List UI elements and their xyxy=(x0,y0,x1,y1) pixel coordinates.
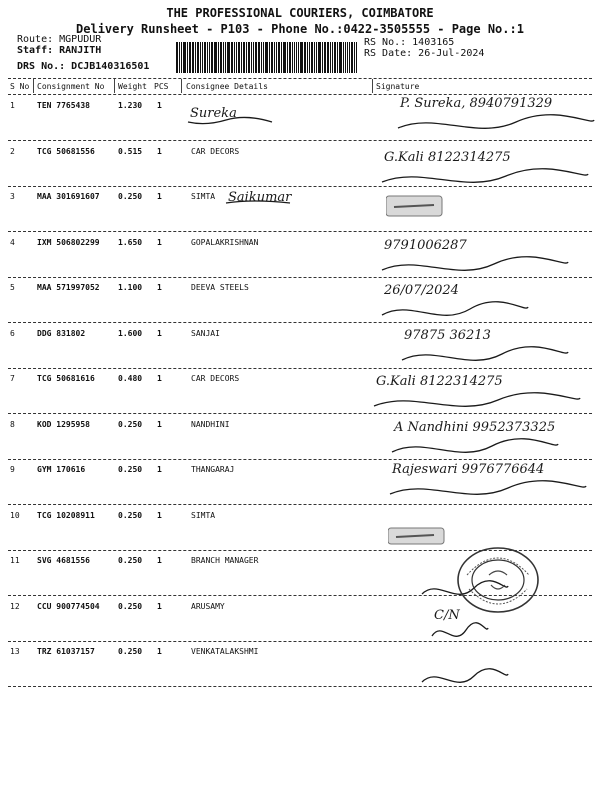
col-header-sno: S No xyxy=(10,82,30,91)
row-consignment-no: KOD 1295958 xyxy=(37,420,90,429)
row-consignee: BRANCH MANAGER xyxy=(191,556,259,565)
signature-text: G.Kali 8122314275 xyxy=(376,374,503,389)
drs-number: DRS No.: DCJB140316501 xyxy=(17,61,150,72)
barcode-bar xyxy=(298,42,299,73)
rubber-stamp xyxy=(388,526,448,552)
barcode-bar xyxy=(318,42,321,73)
signature-text: A Nandhini 9952373325 xyxy=(394,420,556,435)
barcode-bar xyxy=(255,42,257,73)
row-consignee: CAR DECORS xyxy=(191,374,240,383)
barcode-bar xyxy=(345,42,346,73)
barcode-bar xyxy=(347,42,349,73)
signature xyxy=(372,374,582,418)
header-bottom-rule xyxy=(8,94,592,95)
barcode-bar xyxy=(337,42,338,73)
row-weight: 0.515 xyxy=(118,147,143,156)
staff-label: Staff: RANJITH xyxy=(17,45,102,56)
row-sno: 7 xyxy=(10,374,15,383)
consignee-handwriting-text: Saikumar xyxy=(228,190,292,205)
barcode-bar xyxy=(334,42,336,73)
col-divider xyxy=(33,79,34,93)
barcode-bar xyxy=(330,42,331,73)
row-pcs: 1 xyxy=(157,283,162,292)
consignee-handwriting-text: Sureka xyxy=(190,106,237,121)
barcode-bar xyxy=(238,42,240,73)
barcode-bar xyxy=(351,42,353,73)
row-consignee: VENKATALAKSHMI xyxy=(191,647,259,656)
barcode-bar xyxy=(227,42,230,73)
row-pcs: 1 xyxy=(157,101,162,110)
row-consignment-no: IXM 506802299 xyxy=(37,238,100,247)
barcode-bar xyxy=(332,42,333,73)
barcode-bar xyxy=(220,42,222,73)
barcode-bar xyxy=(231,42,233,73)
signature-text: P. Sureka, 8940791329 xyxy=(400,96,553,111)
row-weight: 0.480 xyxy=(118,374,143,383)
barcode-bar xyxy=(354,42,355,73)
header-top-rule xyxy=(8,78,592,79)
route-label: Route: MGPUDUR xyxy=(17,34,102,45)
row-sno: 12 xyxy=(10,602,20,611)
barcode-bar xyxy=(223,42,224,73)
row-consignee: SIMTA xyxy=(191,192,216,201)
company-seal-stamp xyxy=(455,545,541,619)
col-header-pcs: PCS xyxy=(154,82,169,91)
barcode-bar xyxy=(225,42,226,73)
barcode-bar xyxy=(311,42,313,73)
row-pcs: 1 xyxy=(157,602,162,611)
row-consignee: SIMTA xyxy=(191,511,216,520)
col-header-consignment: Consignment No xyxy=(37,82,105,91)
row-consignment-no: TRZ 61037157 xyxy=(37,647,95,656)
barcode-bar xyxy=(253,42,254,73)
row-divider xyxy=(8,140,592,141)
signature xyxy=(388,462,588,506)
barcode-bar xyxy=(307,42,308,73)
row-consignment-no: DDG 831802 xyxy=(37,329,86,338)
col-header-consignee: Consignee Details xyxy=(186,82,268,91)
row-consignment-no: MAA 571997052 xyxy=(37,283,100,292)
signature-text: 97875 36213 xyxy=(404,328,491,343)
barcode-bar xyxy=(271,42,273,73)
barcode-bar xyxy=(289,42,291,73)
row-sno: 8 xyxy=(10,420,15,429)
row-sno: 2 xyxy=(10,147,15,156)
barcode-bar xyxy=(294,42,295,73)
barcode-bar xyxy=(209,42,210,73)
barcode-bar xyxy=(179,42,180,73)
row-consignee: THANGARAJ xyxy=(191,465,235,474)
row-pcs: 1 xyxy=(157,374,162,383)
barcode-bar xyxy=(274,42,275,73)
row-pcs: 1 xyxy=(157,556,162,565)
row-pcs: 1 xyxy=(157,192,162,201)
row-consignment-no: TEN 7765438 xyxy=(37,101,90,110)
barcode-bar xyxy=(263,42,264,73)
row-weight: 0.250 xyxy=(118,556,143,565)
barcode-bar xyxy=(181,42,182,73)
col-divider xyxy=(114,79,115,93)
barcode-bar xyxy=(195,42,196,73)
barcode-bar xyxy=(283,42,286,73)
signature-text: 26/07/2024 xyxy=(384,283,459,298)
row-consignee: SANJAI xyxy=(191,329,220,338)
row-sno: 4 xyxy=(10,238,15,247)
barcode-bar xyxy=(296,42,298,73)
row-consignee: ARUSAMY xyxy=(191,602,225,611)
row-pcs: 1 xyxy=(157,511,162,520)
row-consignee: CAR DECORS xyxy=(191,147,240,156)
barcode-bar xyxy=(202,42,203,73)
row-sno: 1 xyxy=(10,101,15,110)
barcode-bar xyxy=(324,42,326,73)
row-sno: 5 xyxy=(10,283,15,292)
signature xyxy=(390,420,560,464)
row-pcs: 1 xyxy=(157,329,162,338)
col-header-signature: Signature xyxy=(376,82,420,91)
barcode-bar xyxy=(197,42,200,73)
runsheet-subtitle: Delivery Runsheet - P103 - Phone No.:0422-3505555 - Page No.:1 xyxy=(76,22,524,36)
barcode-bar xyxy=(251,42,252,73)
row-sno: 13 xyxy=(10,647,20,656)
consignee-handwriting xyxy=(224,190,294,209)
row-weight: 1.600 xyxy=(118,329,143,338)
barcode-bar xyxy=(183,42,186,73)
signature xyxy=(420,650,510,694)
row-weight: 1.650 xyxy=(118,238,143,247)
row-sno: 6 xyxy=(10,329,15,338)
barcode xyxy=(176,42,358,73)
signature xyxy=(400,328,570,372)
row-weight: 0.250 xyxy=(118,647,143,656)
barcode-bar xyxy=(189,42,191,73)
barcode-bar xyxy=(214,42,217,73)
signature xyxy=(380,150,590,194)
barcode-bar xyxy=(278,42,280,73)
row-consignee: DEEVA STEELS xyxy=(191,283,249,292)
barcode-bar xyxy=(339,42,342,73)
row-pcs: 1 xyxy=(157,238,162,247)
row-sno: 9 xyxy=(10,465,15,474)
row-consignment-no: GYM 170616 xyxy=(37,465,86,474)
row-pcs: 1 xyxy=(157,465,162,474)
rs-number: RS No.: 1403165 xyxy=(364,37,455,48)
barcode-bar xyxy=(200,42,201,73)
barcode-bar xyxy=(234,42,235,73)
consignee-handwriting xyxy=(186,106,276,130)
barcode-bar xyxy=(349,42,350,73)
row-weight: 0.250 xyxy=(118,465,143,474)
col-divider xyxy=(181,79,182,93)
row-consignee: NANDHINI xyxy=(191,420,230,429)
row-consignment-no: CCU 900774504 xyxy=(37,602,100,611)
barcode-bar xyxy=(292,42,293,73)
rs-date: RS Date: 26-Jul-2024 xyxy=(364,48,485,59)
row-sno: 11 xyxy=(10,556,20,565)
barcode-bar xyxy=(187,42,188,73)
barcode-bar xyxy=(276,42,277,73)
barcode-bar xyxy=(258,42,260,73)
row-weight: 0.250 xyxy=(118,511,143,520)
row-consignment-no: TCG 50681556 xyxy=(37,147,95,156)
signature-text: 9791006287 xyxy=(384,238,467,253)
barcode-bar xyxy=(269,42,270,73)
row-sno: 3 xyxy=(10,192,15,201)
barcode-bar xyxy=(246,42,247,73)
row-divider xyxy=(8,641,592,642)
barcode-bar xyxy=(265,42,268,73)
barcode-bar xyxy=(343,42,344,73)
rubber-stamp xyxy=(386,193,446,223)
row-consignee: GOPALAKRISHNAN xyxy=(191,238,259,247)
barcode-bar xyxy=(322,42,323,73)
row-consignment-no: TCG 50681616 xyxy=(37,374,95,383)
row-weight: 0.250 xyxy=(118,602,143,611)
row-weight: 0.250 xyxy=(118,192,143,201)
signature xyxy=(396,96,596,140)
row-pcs: 1 xyxy=(157,147,162,156)
barcode-bar xyxy=(192,42,194,73)
row-consignment-no: MAA 301691607 xyxy=(37,192,100,201)
company-title: THE PROFESSIONAL COURIERS, COIMBATORE xyxy=(166,6,434,20)
barcode-bar xyxy=(314,42,315,73)
barcode-bar xyxy=(316,42,317,73)
barcode-bar xyxy=(176,42,178,73)
barcode-bar xyxy=(327,42,329,73)
row-pcs: 1 xyxy=(157,420,162,429)
barcode-bar xyxy=(261,42,262,73)
barcode-bar xyxy=(243,42,245,73)
row-weight: 1.100 xyxy=(118,283,143,292)
col-header-weight: Weight xyxy=(118,82,147,91)
barcode-bar xyxy=(241,42,242,73)
barcode-bar xyxy=(281,42,282,73)
row-consignment-no: SVG 4681556 xyxy=(37,556,90,565)
barcode-bar xyxy=(211,42,213,73)
barcode-bar xyxy=(218,42,219,73)
barcode-bar xyxy=(287,42,288,73)
barcode-bar xyxy=(300,42,303,73)
barcode-bar xyxy=(248,42,251,73)
signature-text: G.Kali 8122314275 xyxy=(384,150,511,165)
row-pcs: 1 xyxy=(157,647,162,656)
barcode-bar xyxy=(309,42,310,73)
row-weight: 0.250 xyxy=(118,420,143,429)
signature-text: C/N xyxy=(434,608,460,623)
barcode-bar xyxy=(356,42,357,73)
row-weight: 1.230 xyxy=(118,101,143,110)
col-divider xyxy=(372,79,373,93)
barcode-bar xyxy=(304,42,306,73)
signature xyxy=(380,238,570,282)
row-sno: 10 xyxy=(10,511,20,520)
barcode-bar xyxy=(236,42,237,73)
signature xyxy=(380,283,530,327)
barcode-bar xyxy=(204,42,206,73)
signature-text: Rajeswari 9976776644 xyxy=(392,462,545,477)
row-consignment-no: TCG 10208911 xyxy=(37,511,95,520)
row-divider xyxy=(8,231,592,232)
barcode-bar xyxy=(207,42,208,73)
